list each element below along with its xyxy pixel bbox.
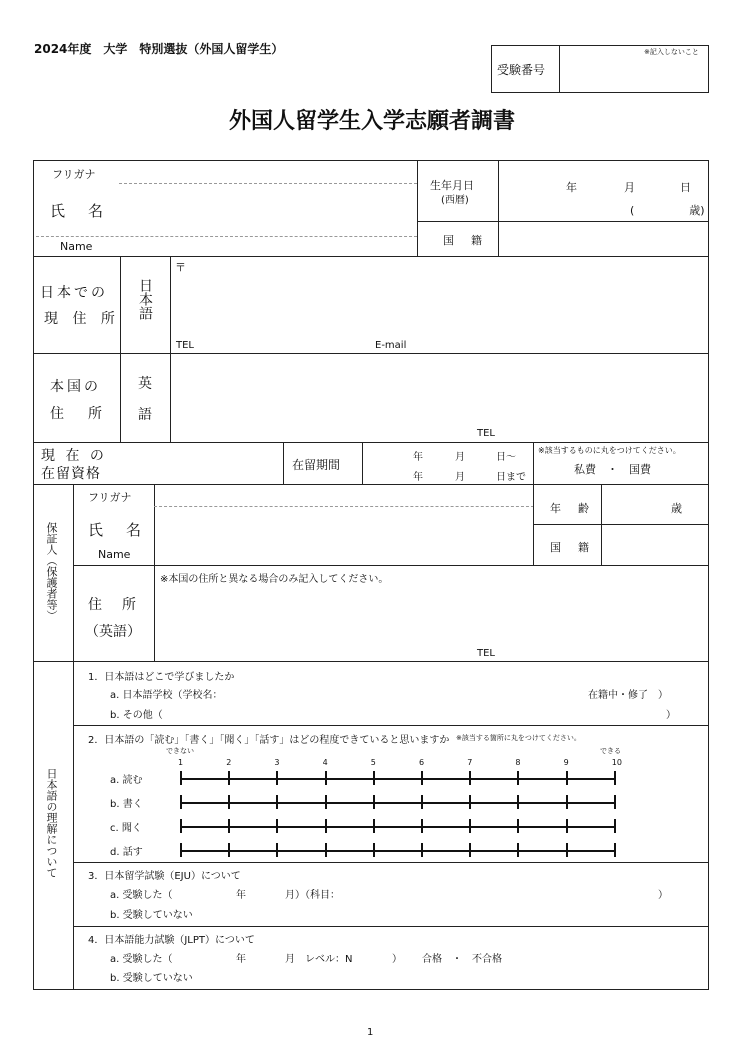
- q4-label: 4．日本語能力試験（JLPT）について: [88, 935, 255, 946]
- scale-tick[interactable]: [180, 843, 182, 857]
- scale-number: 9: [563, 758, 569, 767]
- q4a-result: 合格 ・ 不合格: [422, 954, 502, 965]
- scale-tick[interactable]: [373, 819, 375, 833]
- q3b-label: b. 受験していない: [110, 910, 193, 921]
- guarantor-nationality-label: 国 籍: [550, 541, 592, 554]
- q2-note: ※該当する箇所に丸をつけてください。: [456, 734, 581, 742]
- scale-tick[interactable]: [469, 771, 471, 785]
- skill-label: a. 読む: [110, 775, 143, 786]
- birth-label: 生年月日: [430, 179, 474, 192]
- scale-tick[interactable]: [566, 795, 568, 809]
- scale-tick[interactable]: [325, 819, 327, 833]
- scale-tick[interactable]: [421, 843, 423, 857]
- scale-tick[interactable]: [421, 771, 423, 785]
- q4b-label: b. 受験していない: [110, 973, 193, 984]
- scale-number: 8: [515, 758, 521, 767]
- q4a-year: 年: [236, 954, 246, 965]
- birth-sub-label: (西暦): [441, 195, 469, 206]
- scale-tick[interactable]: [566, 819, 568, 833]
- scale-tick[interactable]: [421, 795, 423, 809]
- q3a-year: 年: [236, 890, 246, 901]
- scale-number: 1: [178, 758, 184, 767]
- q1a-status: 在籍中・修了 ）: [588, 690, 668, 701]
- guarantor-name-label: 氏 名: [88, 521, 146, 539]
- scale-tick[interactable]: [325, 843, 327, 857]
- q1a-label: a. 日本語学校（学校名：: [110, 690, 223, 701]
- scale-tick[interactable]: [614, 771, 616, 785]
- q3-label: 3．日本留学試験（EJU）について: [88, 871, 241, 882]
- scale-number: 6: [419, 758, 425, 767]
- from-month: 月: [455, 452, 465, 463]
- scale-tick[interactable]: [373, 843, 375, 857]
- scale-tick[interactable]: [325, 771, 327, 785]
- jp-address-label-2: 現 住 所: [44, 311, 120, 327]
- guarantor-age-unit: 歳: [671, 502, 682, 515]
- scale-tick[interactable]: [517, 819, 519, 833]
- scale-tick[interactable]: [276, 819, 278, 833]
- from-day: 日～: [496, 452, 516, 463]
- skill-rating-scale[interactable]: [180, 795, 616, 809]
- scale-tick[interactable]: [517, 795, 519, 809]
- birth-month-unit: 月: [624, 181, 635, 194]
- scale-tick[interactable]: [228, 771, 230, 785]
- scale-number: 10: [611, 758, 622, 767]
- scale-tick[interactable]: [469, 795, 471, 809]
- scale-tick[interactable]: [180, 819, 182, 833]
- name-label: 氏 名: [50, 202, 108, 220]
- skill-label: c. 聞く: [110, 823, 142, 834]
- postal-mark: 〒: [175, 261, 186, 274]
- scale-tick[interactable]: [517, 771, 519, 785]
- home-tel-label: TEL: [477, 428, 495, 439]
- age-unit: ( 歳): [630, 204, 705, 217]
- jp-lang-label: 日本語: [137, 278, 153, 320]
- scale-tick[interactable]: [421, 819, 423, 833]
- scale-line: [180, 778, 614, 780]
- email-label: E-mail: [375, 340, 407, 351]
- scale-tick[interactable]: [373, 771, 375, 785]
- scale-line: [180, 802, 614, 804]
- name-en-label: Name: [60, 240, 93, 253]
- exam-number-label: 受験番号: [497, 63, 546, 77]
- en-lang-label-1: 英: [138, 376, 152, 392]
- guarantor-address-label-1: 住 所: [88, 597, 139, 613]
- scale-tick[interactable]: [325, 795, 327, 809]
- scale-number: 4: [322, 758, 328, 767]
- scale-tick[interactable]: [517, 843, 519, 857]
- program-title: 2024年度 大学 特別選抜（外国人留学生）: [34, 42, 284, 56]
- scale-tick[interactable]: [180, 795, 182, 809]
- scale-tick[interactable]: [614, 819, 616, 833]
- page-title: 外国人留学生入学志願者調書: [228, 109, 515, 134]
- nationality-label: 国 籍: [443, 234, 485, 247]
- scale-tick[interactable]: [180, 771, 182, 785]
- guarantor-side-label: 保証人（保護者等）: [45, 522, 58, 621]
- scale-tick[interactable]: [566, 771, 568, 785]
- page-number: 1: [367, 1027, 374, 1038]
- scale-number: 5: [370, 758, 376, 767]
- to-month: 月: [455, 472, 465, 483]
- skill-label: d. 話す: [110, 847, 143, 858]
- scale-tick[interactable]: [276, 795, 278, 809]
- skill-rating-scale[interactable]: [180, 843, 616, 857]
- scale-number: 7: [467, 758, 473, 767]
- scale-tick[interactable]: [276, 843, 278, 857]
- skill-rating-scale[interactable]: [180, 771, 616, 785]
- scale-tick[interactable]: [614, 843, 616, 857]
- birth-year-unit: 年: [566, 181, 577, 194]
- guarantor-address-label-2: （英語）: [85, 624, 141, 640]
- guarantor-tel-label: TEL: [477, 648, 495, 659]
- jp-address-label-1: 日本での: [40, 285, 108, 301]
- stay-period-label: 在留期間: [292, 458, 341, 472]
- skill-rating-scale[interactable]: [180, 819, 616, 833]
- scale-tick[interactable]: [276, 771, 278, 785]
- tel-label: TEL: [176, 340, 194, 351]
- funding-note: ※該当するものに丸をつけてください。: [538, 446, 681, 455]
- birth-day-unit: 日: [680, 181, 691, 194]
- scale-line: [180, 850, 614, 852]
- furigana-label: フリガナ: [52, 168, 96, 181]
- q1b-close: ）: [666, 710, 676, 721]
- scale-tick[interactable]: [228, 819, 230, 833]
- scale-number: 2: [226, 758, 232, 767]
- to-day: 日まで: [496, 472, 526, 483]
- skill-label: b. 書く: [110, 799, 143, 810]
- scale-number: 3: [274, 758, 280, 767]
- scale-tick[interactable]: [228, 795, 230, 809]
- scale-tick[interactable]: [373, 795, 375, 809]
- exam-number-note: ※記入しないこと: [644, 48, 699, 56]
- from-year: 年: [413, 452, 423, 463]
- guarantor-address-note: ※本国の住所と異なる場合のみ記入してください。: [160, 574, 389, 585]
- q3a-month: 月）（科目：: [285, 890, 340, 901]
- q4a-label: a. 受験した（: [110, 954, 173, 965]
- en-lang-label-2: 語: [138, 407, 152, 423]
- japanese-side-label: 日本語の理解について: [45, 768, 58, 878]
- q3a-label: a. 受験した（: [110, 890, 173, 901]
- home-address-label-1: 本国の: [50, 379, 101, 395]
- q3a-close: ）: [658, 890, 668, 901]
- funding-options: 私費 ・ 国費: [574, 463, 651, 476]
- guarantor-name-en: Name: [98, 548, 131, 561]
- home-address-label-2: 住 所: [50, 406, 107, 422]
- scale-line: [180, 826, 614, 828]
- q1b-label: b. その他（: [110, 710, 163, 721]
- guarantor-age-label: 年 齢: [550, 502, 592, 515]
- to-year: 年: [413, 472, 423, 483]
- scale-can: できる: [600, 747, 621, 755]
- guarantor-furigana-label: フリガナ: [88, 491, 132, 504]
- q4a-month: 月 レベル：N: [285, 954, 353, 965]
- scale-tick[interactable]: [228, 843, 230, 857]
- scale-cannot: できない: [166, 747, 194, 755]
- q2-label: 2．日本語の「読む」「書く」「聞く」「話す」はどの程度できていると思いますか: [88, 735, 450, 746]
- q1-label: 1．日本語はどこで学びましたか: [88, 672, 235, 683]
- q4a-close: ）: [392, 954, 402, 965]
- scale-tick[interactable]: [566, 843, 568, 857]
- scale-tick[interactable]: [469, 843, 471, 857]
- scale-tick[interactable]: [614, 795, 616, 809]
- status-label-1: 現 在 の: [41, 448, 107, 464]
- status-label-2: 在留資格: [41, 466, 101, 482]
- scale-tick[interactable]: [469, 819, 471, 833]
